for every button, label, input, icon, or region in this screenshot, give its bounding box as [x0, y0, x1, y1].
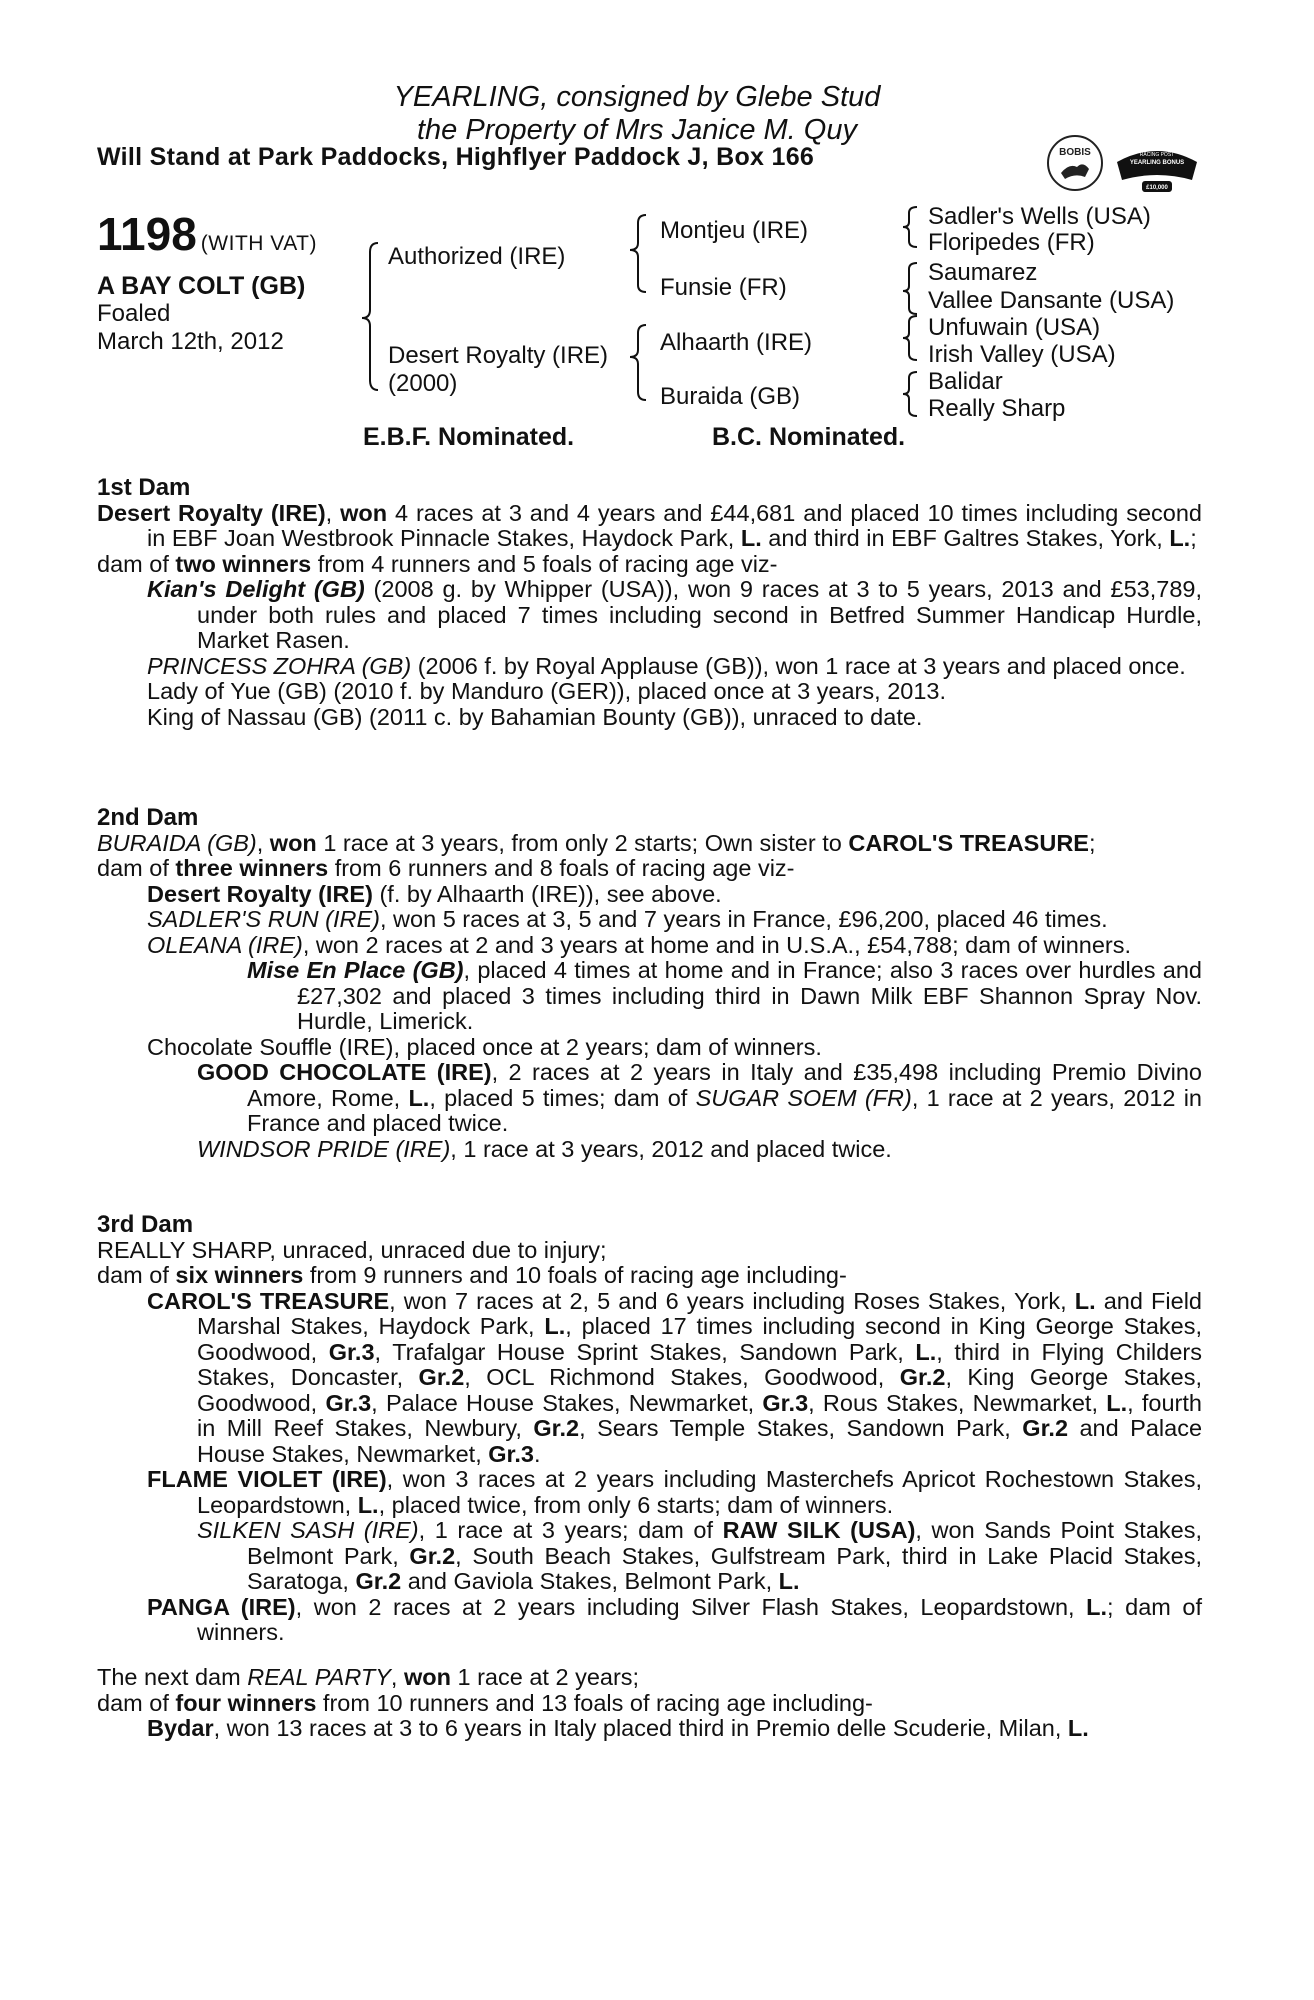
group-label: Gr.2 — [533, 1415, 580, 1441]
produce-entry — [97, 1716, 1202, 1742]
produce-text: , 1 race at 3 years, 2012 and placed twice. — [450, 1135, 892, 1162]
record-text: dam of — [97, 855, 176, 881]
ped-sss: Sadler's Wells (USA) — [928, 203, 1151, 230]
produce-entry — [97, 1060, 1202, 1137]
group-label: Gr.3 — [762, 1389, 809, 1416]
produce-entry — [97, 907, 1202, 933]
produce-text: , South Beach Stakes, Gulfstream Park, third in Lake Placid Stakes, Saratoga, — [247, 1542, 1202, 1594]
first-dam-produce-summary — [97, 552, 1202, 578]
record-text: 4 races at 3 and 4 years and £44,681 and placed 10 times including second in EBF Joan Westbrook Pinnacle Stakes, Haydock Park, — [147, 499, 1202, 551]
listed-label: L. — [1086, 1593, 1108, 1620]
group-label: Gr.3 — [488, 1440, 534, 1467]
produce-entry — [97, 1518, 1202, 1595]
produce-entry — [97, 654, 1202, 680]
record-text: and third in EBF Galtres Stakes, York, — [761, 525, 1170, 551]
first-dam-record: Desert Royalty (IRE), won 4 races at 3 and 4 years and £44,681 and placed 10 times including second in EBF Joan Westbrook Pinnacle Stakes, Haydock Park, L. and third in EBF Galtres Stakes, York, L.; — [97, 499, 1202, 551]
produce-name: OLEANA (IRE) — [147, 931, 303, 958]
vat-label: (WITH VAT) — [200, 232, 317, 255]
won-label: won — [269, 829, 317, 856]
ped-dsd: Irish Valley (USA) — [928, 341, 1116, 368]
ped-dds: Balidar — [928, 368, 1003, 395]
ped-sds: Saumarez — [928, 259, 1038, 286]
produce-name: SUGAR SOEM (FR) — [695, 1084, 912, 1111]
winners-count: three winners — [175, 855, 329, 881]
produce-text: , Sears Temple Stakes, Sandown Park, — [579, 1415, 1023, 1441]
foaled-label: Foaled — [97, 300, 171, 327]
next-dam-record: The next dam REAL PARTY, won 1 race at 2 years; — [97, 1664, 640, 1690]
won-label: won — [340, 499, 388, 526]
produce-entry — [97, 1595, 1202, 1646]
produce-text: , placed 17 times including second in King George Stakes, Goodwood, — [197, 1313, 1202, 1365]
record-text: from 6 runners and 8 foals of racing age viz- — [328, 855, 795, 881]
listed-label: L. — [915, 1338, 937, 1365]
listed-label: L. — [357, 1491, 379, 1518]
group-label: Gr.2 — [899, 1364, 946, 1390]
record-text: ; — [1088, 829, 1096, 856]
produce-text: ; dam of winners. — [197, 1593, 1203, 1645]
first-dam-section — [97, 475, 1202, 730]
produce-text: , 1 race at 2 years, 2012 in France and placed twice. — [247, 1084, 1203, 1136]
ped-sire: Authorized (IRE) — [388, 243, 566, 270]
ped-ddd: Really Sharp — [928, 395, 1066, 422]
next-dam-section — [97, 1665, 1202, 1742]
second-dam-produce-summary — [97, 856, 1202, 882]
second-dam-heading: 2nd Dam — [97, 804, 199, 831]
record-text: from 4 runners and 5 foals of racing age viz- — [311, 550, 778, 577]
produce-text: , won 2 races at 2 years including Silver Flash Stakes, Leopardstown, — [295, 1593, 1087, 1620]
ped-sire-sire: Montjeu (IRE) — [660, 217, 809, 244]
listed-label: L. — [1074, 1287, 1096, 1314]
svg-text:RACING POST: RACING POST — [1139, 152, 1175, 158]
third-dam-produce-summary — [97, 1263, 1202, 1289]
produce-name: RAW SILK (USA) — [722, 1517, 916, 1543]
produce-text: , won 3 races at 2 years including Masterchefs Apricot Rochestown Stakes, Leopardstown, — [197, 1466, 1202, 1518]
record-text: from 9 runners and 10 foals of racing age including- — [303, 1262, 847, 1288]
produce-name: SADLER'S RUN (IRE) — [147, 906, 380, 932]
produce-text: , won 5 races at 3, 5 and 7 years in France, £96,200, placed 46 times. — [380, 906, 1108, 932]
third-dam-section — [97, 1212, 1202, 1646]
first-dam-heading: 1st Dam — [97, 474, 191, 501]
lot-title: A BAY COLT (GB) — [97, 272, 306, 300]
produce-entry: Chocolate Souffle (IRE), placed once at 2 years; dam of winners. — [147, 1033, 822, 1060]
produce-text: (2008 g. by Whipper (USA)), won 9 races at 3 to 5 years, 2013 and £53,789, under both rules and placed 7 times including second in Betfred Summer Handicap Hurdle, Market Rasen. — [197, 576, 1202, 653]
produce-entry — [97, 933, 1202, 959]
produce-text: (2006 f. by Royal Applause (GB)), won 1 race at 3 years and placed once. — [411, 652, 1186, 679]
produce-text: , won 2 races at 2 and 3 years at home and in U.S.A., £54,788; dam of winners. — [302, 931, 1132, 958]
produce-name: CAROL'S TREASURE — [147, 1287, 390, 1314]
produce-text: , won Sands Point Stakes, Belmont Park, — [247, 1517, 1202, 1569]
produce-text: , 1 race at 3 years; dam of — [418, 1517, 723, 1543]
produce-name: FLAME VIOLET (IRE) — [147, 1466, 387, 1492]
sister-name: CAROL'S TREASURE — [848, 829, 1089, 856]
first-dam-name: Desert Royalty (IRE) — [97, 499, 326, 526]
svg-text:£10,000: £10,000 — [1146, 185, 1168, 191]
ped-dam-sire: Alhaarth (IRE) — [660, 329, 813, 356]
produce-name: PRINCESS ZOHRA (GB) — [147, 652, 412, 679]
lot-number-value: 1198 — [97, 208, 197, 260]
won-label: won — [403, 1664, 451, 1690]
produce-entry: King of Nassau (GB) (2011 c. by Bahamian Bounty (GB)), unraced to date. — [147, 703, 923, 730]
produce-entry: Lady of Yue (GB) (2010 f. by Manduro (GER)), placed once at 3 years, 2013. — [147, 678, 946, 704]
produce-entry — [97, 882, 1202, 908]
ped-dam-dam: Buraida (GB) — [660, 383, 801, 410]
listed-label: L. — [740, 525, 762, 551]
group-label: Gr.2 — [409, 1542, 456, 1569]
third-dam-heading: 3rd Dam — [97, 1211, 194, 1238]
record-text: from 10 runners and 13 foals of racing age including- — [316, 1689, 873, 1716]
produce-text: , won 7 races at 2, 5 and 6 years including Roses Stakes, York, — [389, 1287, 1075, 1314]
produce-entry — [97, 1137, 1202, 1163]
produce-name: WINDSOR PRIDE (IRE) — [197, 1135, 451, 1162]
produce-entry — [97, 1289, 1202, 1468]
produce-name: Desert Royalty (IRE) — [147, 880, 373, 907]
produce-text: , Rous Stakes, Newmarket, — [808, 1389, 1107, 1416]
group-label: Gr.2 — [355, 1568, 402, 1594]
second-dam-name: BURAIDA (GB) — [97, 829, 257, 856]
third-dam-record: REALLY SHARP, unraced, unraced due to injury; — [97, 1236, 607, 1263]
produce-text: , placed 5 times; dam of — [429, 1084, 696, 1111]
produce-text: , placed twice, from only 6 starts; dam of winners. — [378, 1491, 894, 1518]
listed-label: L. — [544, 1313, 566, 1339]
record-text: ; — [1190, 525, 1197, 551]
produce-text: , third in Flying Childers Stakes, Doncaster, — [197, 1338, 1202, 1390]
bc-nominated: B.C. Nominated. — [712, 423, 906, 451]
record-text: 1 race at 3 years, from only 2 starts; Own sister to — [316, 829, 849, 856]
produce-text: , 2 races at 2 years in Italy and £35,498 including Premio Divino Amore, Rome, — [247, 1059, 1202, 1111]
winners-count: four winners — [175, 1689, 317, 1716]
produce-entry — [97, 577, 1202, 654]
record-text: The next dam — [97, 1664, 248, 1690]
produce-text: , Palace House Stakes, Newmarket, — [371, 1389, 763, 1416]
record-text: dam of — [97, 550, 176, 577]
next-dam-produce-summary — [97, 1691, 1202, 1717]
produce-entry — [97, 958, 1202, 1035]
record-text: dam of — [97, 1689, 176, 1716]
ped-ssd: Floripedes (FR) — [928, 229, 1095, 256]
produce-name: Mise En Place (GB) — [247, 957, 464, 983]
produce-text: , placed 4 times at home and in France; also 3 races over hurdles and £27,302 and placed 3 times including third in Dawn Milk EBF Shannon Spray Nov. Hurdle, Limerick. — [297, 957, 1202, 1034]
ped-dss: Unfuwain (USA) — [928, 314, 1101, 341]
produce-text: , King George Stakes, Goodwood, — [197, 1364, 1202, 1416]
produce-text: and Gaviola Stakes, Belmont Park, — [401, 1568, 779, 1594]
produce-text: and Field Marshal Stakes, Haydock Park, — [197, 1287, 1202, 1339]
produce-text: , Trafalgar House Sprint Stakes, Sandown Park, — [374, 1338, 916, 1365]
foaled-date: March 12th, 2012 — [97, 328, 284, 355]
listed-label: L. — [408, 1084, 430, 1111]
listed-label: L. — [778, 1568, 800, 1594]
group-label: Gr.2 — [1022, 1415, 1069, 1441]
produce-name: Kian's Delight (GB) — [147, 576, 365, 602]
group-label: Gr.3 — [328, 1338, 375, 1365]
group-label: Gr.2 — [418, 1364, 465, 1390]
ped-dam-year: (2000) — [388, 370, 458, 397]
produce-name: GOOD CHOCOLATE (IRE) — [197, 1059, 492, 1085]
produce-text: , OCL Richmond Stakes, Goodwood, — [464, 1364, 900, 1390]
listed-label: L. — [1106, 1389, 1128, 1416]
produce-name: SILKEN SASH (IRE) — [197, 1517, 419, 1543]
winners-count: six winners — [175, 1262, 304, 1288]
second-dam-record: BURAIDA (GB), won 1 race at 3 years, from only 2 starts; Own sister to CAROL'S TREASURE; — [97, 829, 1096, 856]
ped-sire-dam: Funsie (FR) — [660, 274, 787, 301]
produce-text: . — [533, 1440, 541, 1467]
header-line-2: the Property of Mrs Janice M. Quy — [417, 114, 857, 146]
produce-name: PANGA (IRE) — [147, 1593, 296, 1620]
produce-text: (f. by Alhaarth (IRE)), see above. — [372, 880, 722, 907]
produce-text: and Palace House Stakes, Newmarket, — [197, 1415, 1203, 1467]
next-dam-name: REAL PARTY — [247, 1664, 391, 1690]
record-text: dam of — [97, 1262, 176, 1288]
record-text: 1 race at 2 years; — [450, 1664, 640, 1690]
produce-text: , fourth in Mill Reef Stakes, Newbury, — [197, 1389, 1202, 1441]
listed-label: L. — [1067, 1715, 1089, 1741]
produce-name: Bydar — [147, 1715, 214, 1741]
svg-text:YEARLING BONUS: YEARLING BONUS — [1129, 160, 1185, 166]
bobis-logo-text: BOBIS — [1059, 147, 1091, 158]
ped-sdd: Vallee Dansante (USA) — [928, 287, 1175, 314]
second-dam-section — [97, 805, 1202, 1162]
listed-label: L. — [1169, 525, 1191, 551]
ped-dam: Desert Royalty (IRE) — [388, 342, 609, 369]
group-label: Gr.3 — [325, 1389, 372, 1416]
ebf-nominated: E.B.F. Nominated. — [363, 423, 575, 451]
produce-text: , won 13 races at 3 to 6 years in Italy placed third in Premio delle Scuderie, Milan, — [213, 1715, 1068, 1741]
winners-count: two winners — [175, 550, 312, 577]
stand-location: Will Stand at Park Paddocks, Highflyer Paddock J, Box 166 — [97, 143, 815, 171]
produce-entry — [97, 1467, 1202, 1518]
header-line-1: YEARLING, consigned by Glebe Stud — [393, 81, 881, 113]
